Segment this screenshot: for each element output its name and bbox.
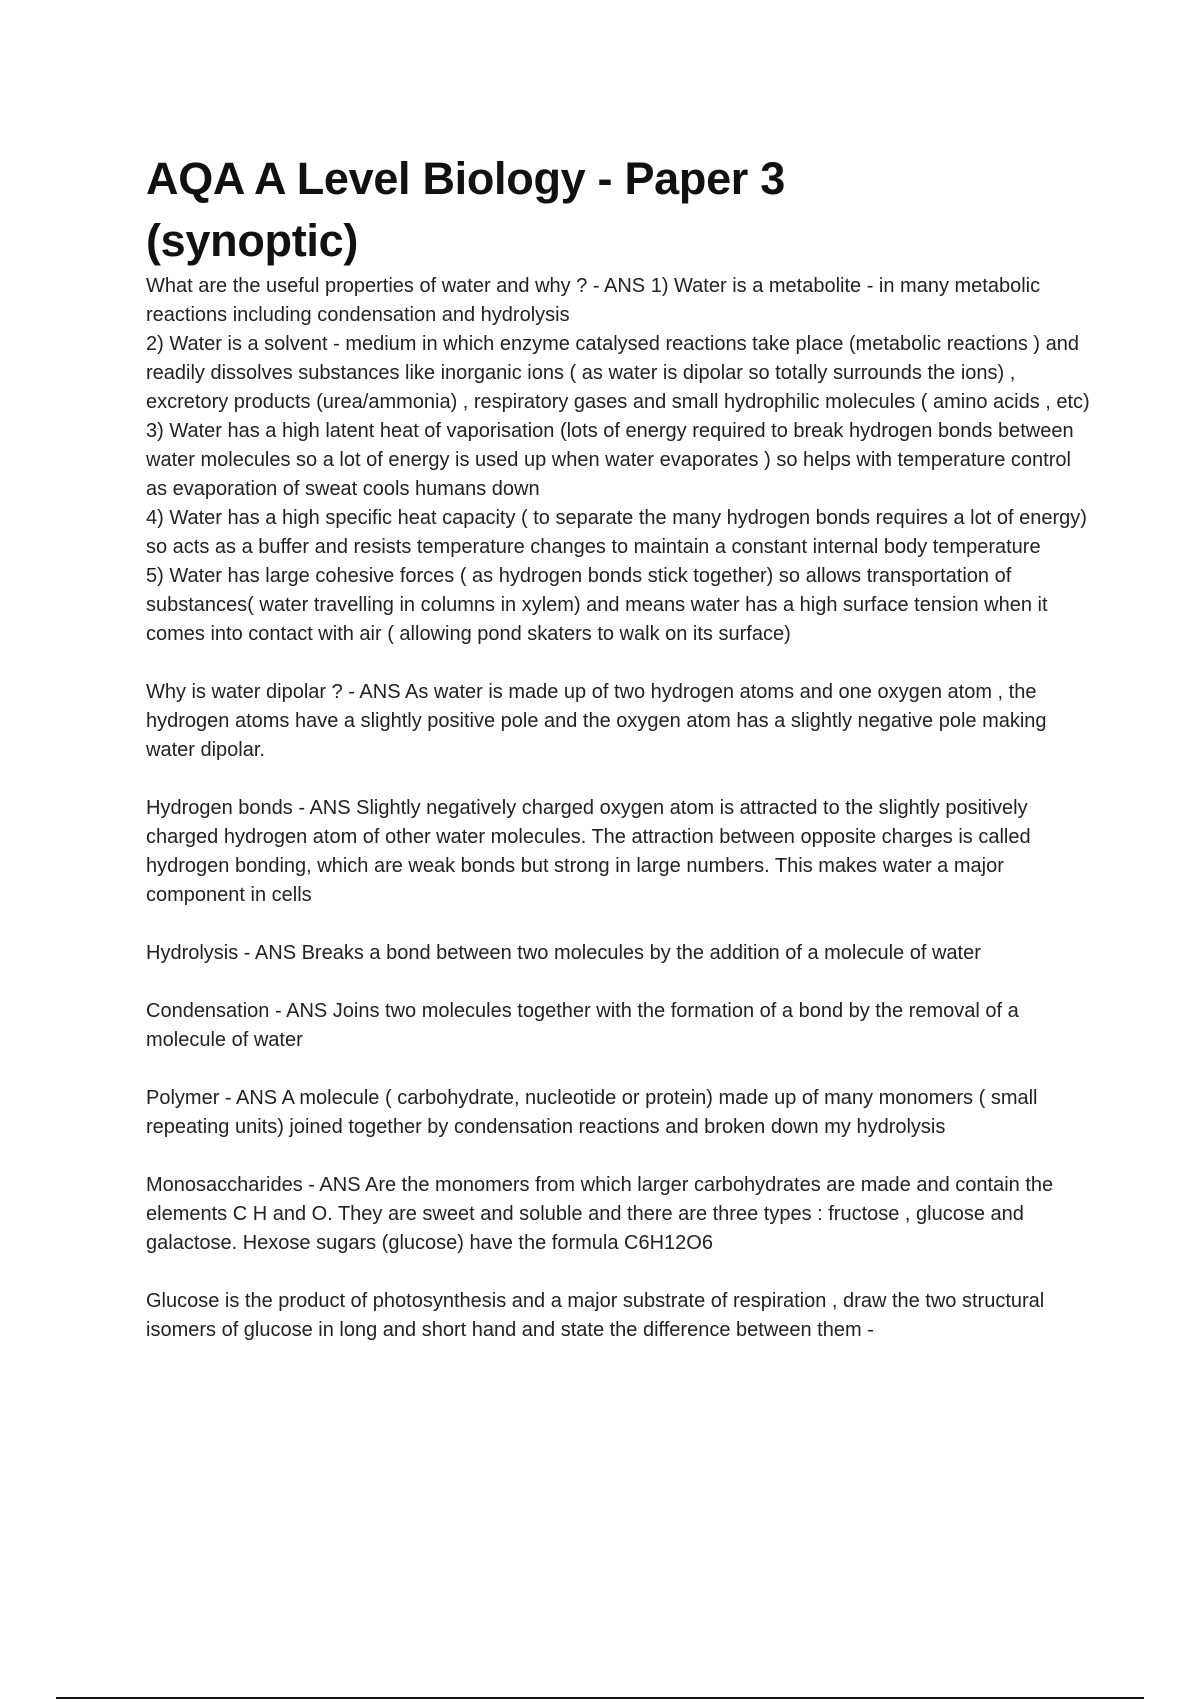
- qa-list: [146, 272, 1096, 1345]
- qa-line: 4) Water has a high specific heat capacity ( to separate the many hydrogen bonds requires a lot of energy) so acts as a buffer and resists temperature changes to maintain a constant internal body temperature: [146, 507, 1087, 558]
- qa-entry-glucose-isomers: [146, 1287, 1096, 1345]
- qa-entry-hydrolysis: [146, 939, 1096, 968]
- qa-line: Why is water dipolar ? - ANS As water is made up of two hydrogen atoms and one oxygen atom , the hydrogen atoms have a slightly positive pole and the oxygen atom has a slightly negative pole making water dipolar.: [146, 681, 1047, 761]
- qa-line: Hydrolysis - ANS Breaks a bond between two molecules by the addition of a molecule of water: [146, 942, 981, 964]
- qa-entry-water-properties: [146, 272, 1096, 649]
- qa-line: Polymer - ANS A molecule ( carbohydrate, nucleotide or protein) made up of many monomers ( small repeating units) joined together by condensation reactions and broken down my hydrolysis: [146, 1087, 1038, 1138]
- qa-entry-hydrogen-bonds: [146, 794, 1096, 910]
- qa-line: 2) Water is a solvent - medium in which enzyme catalysed reactions take place (metabolic reactions ) and readily dissolves substances like inorganic ions ( as water is dipolar so totally surrounds the ions) , excretory products (urea/ammonia) , respiratory gases and small hydrophilic molecules ( amino acids , etc): [146, 333, 1090, 413]
- qa-line: Glucose is the product of photosynthesis and a major substrate of respiration , draw the two structural isomers of glucose in long and short hand and state the difference between them -: [146, 1290, 1045, 1341]
- qa-line: What are the useful properties of water and why ? - ANS 1) Water is a metabolite - in many metabolic reactions including condensation and hydrolysis: [146, 275, 1041, 326]
- qa-entry-condensation: [146, 997, 1096, 1055]
- title-line-1: AQA A Level Biology - Paper 3: [146, 153, 785, 204]
- qa-line: 3) Water has a high latent heat of vaporisation (lots of energy required to break hydrogen bonds between water molecules so a lot of energy is used up when water evaporates ) so helps with temperature control as evaporation of sweat cools humans down: [146, 420, 1074, 500]
- qa-line: Monosaccharides - ANS Are the monomers from which larger carbohydrates are made and contain the elements C H and O. They are sweet and soluble and there are three types : fructose , glucose and galactose. Hexose sugars (glucose) have the formula C6H12O6: [146, 1174, 1054, 1254]
- qa-entry-monosaccharides: [146, 1171, 1096, 1258]
- qa-entry-water-dipolar: [146, 678, 1096, 765]
- page-bottom-divider: [56, 1697, 1144, 1699]
- document-page: [146, 148, 1096, 1374]
- title-line-2: (synoptic): [146, 215, 359, 266]
- qa-line: Hydrogen bonds - ANS Slightly negatively charged oxygen atom is attracted to the slightly positively charged hydrogen atom of other water molecules. The attraction between opposite charges is called hydrogen bonding, which are weak bonds but strong in large numbers. This makes water a major component in cells: [146, 797, 1031, 906]
- qa-line: 5) Water has large cohesive forces ( as hydrogen bonds stick together) so allows transportation of substances( water travelling in columns in xylem) and means water has a high surface tension when it comes into contact with air ( allowing pond skaters to walk on its surface): [146, 565, 1048, 645]
- document-title: [146, 148, 1096, 272]
- qa-line: Condensation - ANS Joins two molecules together with the formation of a bond by the removal of a molecule of water: [146, 1000, 1019, 1051]
- qa-entry-polymer: [146, 1084, 1096, 1142]
